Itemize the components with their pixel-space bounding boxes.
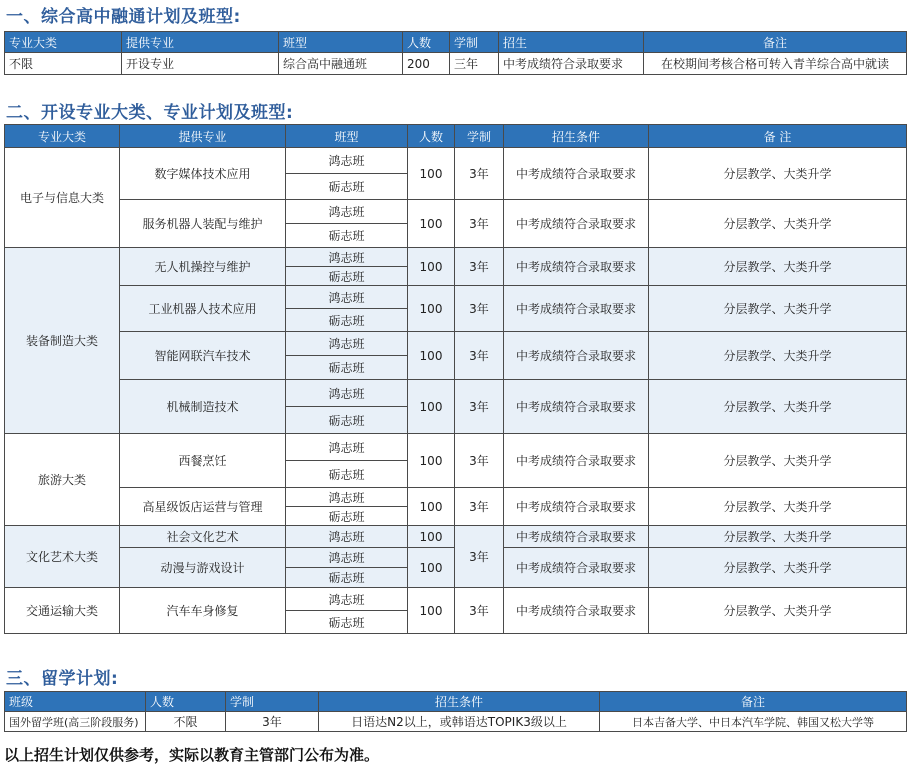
class-cell: 鸿志班 <box>286 548 408 568</box>
col-header: 备 注 <box>649 125 907 148</box>
study-abroad-table <box>4 691 907 732</box>
years-cell: 3年 <box>455 380 504 434</box>
major-cell: 汽车车身修复 <box>120 588 286 634</box>
col-header: 备注 <box>600 692 907 712</box>
major-cell: 智能网联汽车技术 <box>120 332 286 380</box>
condition-cell: 中考成绩符合录取要求 <box>504 548 649 588</box>
condition-cell: 中考成绩符合录取要求 <box>504 200 649 248</box>
col-header: 备注 <box>644 32 907 53</box>
table-cell: 中考成绩符合录取要求 <box>499 53 644 75</box>
col-header: 学制 <box>450 32 499 53</box>
note-cell: 分层教学、大类升学 <box>649 332 907 380</box>
col-header: 班型 <box>286 125 408 148</box>
major-cell: 动漫与游戏设计 <box>120 548 286 588</box>
category-cell: 交通运输大类 <box>5 588 120 634</box>
majors-plan-table <box>4 124 907 634</box>
section-3-title: 三、留学计划: <box>6 669 119 689</box>
count-cell: 100 <box>408 434 455 488</box>
count-cell: 100 <box>408 148 455 200</box>
condition-cell: 中考成绩符合录取要求 <box>504 488 649 526</box>
class-cell: 砺志班 <box>286 507 408 526</box>
major-cell: 机械制造技术 <box>120 380 286 434</box>
class-cell: 砺志班 <box>286 224 408 248</box>
table-cell: 在校期间考核合格可转入青羊综合高中就读 <box>644 53 907 75</box>
class-cell: 鸿志班 <box>286 332 408 356</box>
col-header: 招生 <box>499 32 644 53</box>
count-cell: 100 <box>408 548 455 588</box>
years-cell: 3年 <box>455 434 504 488</box>
table-cell: 不限 <box>5 53 122 75</box>
footer-note: 以上招生计划仅供参考，实际以教育主管部门公布为准。 <box>4 746 380 764</box>
years-cell: 3年 <box>455 148 504 200</box>
condition-cell: 中考成绩符合录取要求 <box>504 248 649 286</box>
table-cell: 不限 <box>146 712 226 732</box>
class-cell: 鸿志班 <box>286 526 408 548</box>
class-cell: 鸿志班 <box>286 200 408 224</box>
note-cell: 分层教学、大类升学 <box>649 488 907 526</box>
class-cell: 鸿志班 <box>286 488 408 507</box>
category-cell: 装备制造大类 <box>5 248 120 434</box>
count-cell: 100 <box>408 248 455 286</box>
table-cell: 3年 <box>226 712 319 732</box>
col-header: 人数 <box>408 125 455 148</box>
col-header: 学制 <box>226 692 319 712</box>
note-cell: 分层教学、大类升学 <box>649 526 907 548</box>
col-header: 学制 <box>455 125 504 148</box>
years-cell: 3年 <box>455 488 504 526</box>
condition-cell: 中考成绩符合录取要求 <box>504 526 649 548</box>
table-cell: 综合高中融通班 <box>279 53 403 75</box>
table-cell: 开设专业 <box>122 53 279 75</box>
col-header: 专业大类 <box>5 32 122 53</box>
col-header: 提供专业 <box>120 125 286 148</box>
col-header: 人数 <box>403 32 450 53</box>
category-cell: 电子与信息大类 <box>5 148 120 248</box>
class-cell: 砺志班 <box>286 356 408 380</box>
class-cell: 砺志班 <box>286 267 408 286</box>
class-cell: 鸿志班 <box>286 380 408 407</box>
col-header: 招生条件 <box>504 125 649 148</box>
count-cell: 100 <box>408 526 455 548</box>
section-1-title: 一、综合高中融通计划及班型: <box>6 7 241 27</box>
major-cell: 无人机操控与维护 <box>120 248 286 286</box>
table-cell: 日本吉备大学、中日本汽车学院、韩国又松大学等 <box>600 712 907 732</box>
condition-cell: 中考成绩符合录取要求 <box>504 332 649 380</box>
category-cell: 文化艺术大类 <box>5 526 120 588</box>
col-header: 班级 <box>5 692 146 712</box>
condition-cell: 中考成绩符合录取要求 <box>504 148 649 200</box>
class-cell: 砺志班 <box>286 309 408 332</box>
table-cell: 200 <box>403 53 450 75</box>
class-cell: 砺志班 <box>286 611 408 634</box>
years-cell: 3年 <box>455 248 504 286</box>
col-header: 提供专业 <box>122 32 279 53</box>
table-cell: 国外留学班(高三阶段服务) <box>5 712 146 732</box>
note-cell: 分层教学、大类升学 <box>649 434 907 488</box>
major-cell: 高星级饭店运营与管理 <box>120 488 286 526</box>
col-header: 专业大类 <box>5 125 120 148</box>
count-cell: 100 <box>408 286 455 332</box>
class-cell: 砺志班 <box>286 461 408 488</box>
table-cell: 三年 <box>450 53 499 75</box>
note-cell: 分层教学、大类升学 <box>649 588 907 634</box>
col-header: 班型 <box>279 32 403 53</box>
col-header: 招生条件 <box>319 692 600 712</box>
count-cell: 100 <box>408 380 455 434</box>
note-cell: 分层教学、大类升学 <box>649 548 907 588</box>
note-cell: 分层教学、大类升学 <box>649 200 907 248</box>
note-cell: 分层教学、大类升学 <box>649 148 907 200</box>
note-cell: 分层教学、大类升学 <box>649 380 907 434</box>
major-cell: 西餐烹饪 <box>120 434 286 488</box>
class-cell: 鸿志班 <box>286 148 408 174</box>
class-cell: 鸿志班 <box>286 286 408 309</box>
class-cell: 砺志班 <box>286 407 408 434</box>
years-cell: 3年 <box>455 286 504 332</box>
major-cell: 社会文化艺术 <box>120 526 286 548</box>
condition-cell: 中考成绩符合录取要求 <box>504 588 649 634</box>
count-cell: 100 <box>408 488 455 526</box>
class-cell: 鸿志班 <box>286 588 408 611</box>
class-cell: 鸿志班 <box>286 434 408 461</box>
major-cell: 服务机器人装配与维护 <box>120 200 286 248</box>
count-cell: 100 <box>408 332 455 380</box>
major-cell: 数字媒体技术应用 <box>120 148 286 200</box>
class-cell: 鸿志班 <box>286 248 408 267</box>
major-cell: 工业机器人技术应用 <box>120 286 286 332</box>
years-cell: 3年 <box>455 200 504 248</box>
integrated-plan-table <box>4 31 907 75</box>
note-cell: 分层教学、大类升学 <box>649 248 907 286</box>
condition-cell: 中考成绩符合录取要求 <box>504 380 649 434</box>
category-cell: 旅游大类 <box>5 434 120 526</box>
col-header: 人数 <box>146 692 226 712</box>
condition-cell: 中考成绩符合录取要求 <box>504 286 649 332</box>
section-2-title: 二、开设专业大类、专业计划及班型: <box>6 103 294 123</box>
count-cell: 100 <box>408 200 455 248</box>
count-cell: 100 <box>408 588 455 634</box>
table-cell: 日语达N2以上，或韩语达TOPIK3级以上 <box>319 712 600 732</box>
class-cell: 砺志班 <box>286 568 408 588</box>
years-cell: 3年 <box>455 332 504 380</box>
condition-cell: 中考成绩符合录取要求 <box>504 434 649 488</box>
note-cell: 分层教学、大类升学 <box>649 286 907 332</box>
years-cell: 3年 <box>455 526 504 588</box>
years-cell: 3年 <box>455 588 504 634</box>
class-cell: 砺志班 <box>286 174 408 200</box>
